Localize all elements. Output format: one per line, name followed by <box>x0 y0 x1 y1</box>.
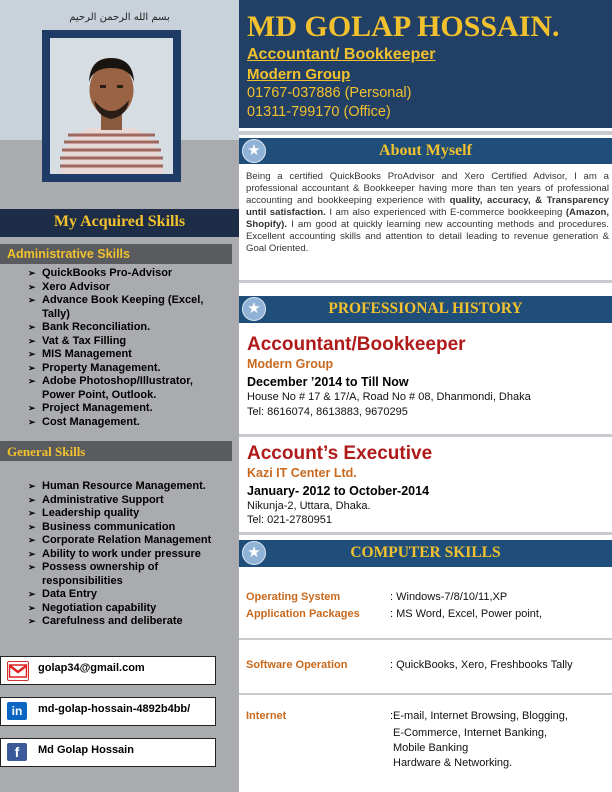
job-company: Modern Group <box>247 357 334 371</box>
skill-item <box>28 294 228 321</box>
skill-text: Advance Book Keeping (Excel, Tally) <box>42 294 204 320</box>
arrow-bullet-icon: ➢ <box>28 281 36 292</box>
general-skills-title: General Skills <box>7 444 86 459</box>
arrow-bullet-icon: ➢ <box>28 508 36 518</box>
section-divider <box>239 638 612 640</box>
section-divider <box>239 280 612 283</box>
about-band <box>239 138 612 164</box>
section-divider <box>239 532 612 535</box>
skill-item <box>28 480 234 494</box>
job-dates: December ’2014 to Till Now <box>247 375 409 389</box>
arrow-bullet-icon: ➢ <box>28 616 36 626</box>
arrow-bullet-icon: ➢ <box>28 362 36 373</box>
arrow-bullet-icon: ➢ <box>28 295 36 305</box>
cs-value-line: E-Commerce, Internet Banking, <box>393 727 548 739</box>
arrow-bullet-icon: ➢ <box>28 322 36 332</box>
arrow-bullet-icon: ➢ <box>28 535 36 545</box>
skill-text: Human Resource Management. <box>42 480 206 492</box>
computer-title: COMPUTER SKILLS <box>350 544 501 561</box>
skill-text: Property Management. <box>42 361 161 374</box>
skill-text: Possess ownership of responsibilities <box>42 561 159 587</box>
job-tel: Tel: 8616074, 8613883, 9670295 <box>247 406 408 418</box>
skill-text: MIS Management <box>42 348 132 360</box>
skill-text: Cost Management. <box>42 415 140 428</box>
computer-band <box>239 540 612 567</box>
job-title: Account’s Executive <box>247 443 433 464</box>
skill-item <box>28 348 228 362</box>
arrow-bullet-icon: ➢ <box>28 416 36 427</box>
facebook-text[interactable]: Md Golap Hossain <box>38 744 134 756</box>
arrow-bullet-icon: ➢ <box>28 602 36 613</box>
cs-value-line: Hardware & Networking. <box>393 757 513 769</box>
skill-item <box>28 375 228 402</box>
about-text: Being a certified QuickBooks ProAdvisor and Xero Certified Advisor, I am a professional accountant & Bookkeeper having more than ten years of professional accounting and bookkeeping experience with quality, accuracy, & Transparency until satisfaction. I am also experienced with E-commerce bookkeeping (Amazon, Shopify). I am good at quickly learning new accounting methods and procedures. Excellent accounting skills and attention to detail leading to revenue generation & Goal Oriented. <box>246 171 609 254</box>
person-name: MD GOLAP HOSSAIN. <box>247 10 560 43</box>
section-divider <box>239 434 612 437</box>
cs-label: Operating System <box>246 591 341 603</box>
skill-item <box>28 548 234 562</box>
arrow-bullet-icon: ➢ <box>28 403 36 413</box>
gmail-icon <box>7 661 29 681</box>
email-text[interactable]: golap34@gmail.com <box>38 662 145 674</box>
section-divider <box>239 131 612 135</box>
skill-text: Ability to work under pressure <box>42 547 201 560</box>
linkedin-icon: in <box>7 702 27 720</box>
general-skills-list <box>28 480 234 629</box>
cs-value: : QuickBooks, Xero, Freshbooks Tally <box>390 659 573 671</box>
skill-text: Administrative Support <box>42 493 164 506</box>
star-icon: ★ <box>242 297 266 321</box>
skill-text: Data Entry <box>42 588 98 600</box>
skill-text: Negotiation capability <box>42 601 157 614</box>
skill-item <box>28 321 228 335</box>
skill-text: Corporate Relation Management <box>42 534 212 546</box>
arrow-bullet-icon: ➢ <box>28 521 36 532</box>
arrow-bullet-icon: ➢ <box>28 548 36 559</box>
skill-text: Project Management. <box>42 402 153 414</box>
skill-text: Bank Reconciliation. <box>42 321 151 333</box>
cs-value: : MS Word, Excel, Power point, <box>390 608 543 620</box>
skill-item <box>28 362 228 376</box>
skill-text: Vat & Tax Filling <box>42 334 127 347</box>
job-address: House No # 17 & 17/A, Road No # 08, Dhanmondi, Dhaka <box>247 391 531 403</box>
skill-text: Xero Advisor <box>42 280 111 293</box>
skill-text: Adobe Photoshop/Illustrator, Power Point, Outlook. <box>42 375 193 401</box>
skill-item <box>28 534 234 548</box>
facebook-icon: f <box>7 743 27 761</box>
linkedin-text[interactable]: md-golap-hossain-4892b4bb/ <box>38 703 191 715</box>
star-icon: ★ <box>242 139 266 163</box>
skill-item <box>28 335 228 349</box>
skill-item <box>28 281 228 295</box>
cs-label: Internet <box>246 710 287 722</box>
skill-item <box>28 416 228 430</box>
skill-item <box>28 507 234 521</box>
skill-item <box>28 561 234 588</box>
arrow-bullet-icon: ➢ <box>28 494 36 505</box>
job-address: Nikunja-2, Uttara, Dhaka. <box>247 500 371 512</box>
cs-value: : Windows-7/8/10/11,XP <box>390 591 508 603</box>
skill-item <box>28 494 234 508</box>
job-company: Kazi IT Center Ltd. <box>247 466 357 480</box>
arrow-bullet-icon: ➢ <box>28 268 36 278</box>
arrow-bullet-icon: ➢ <box>28 562 36 572</box>
linkedin-contact[interactable] <box>0 697 216 726</box>
arrow-bullet-icon: ➢ <box>28 376 36 386</box>
job-title: Accountant/Bookkeeper <box>247 334 466 355</box>
skill-text: QuickBooks Pro-Advisor <box>42 267 173 279</box>
cs-value-line: Mobile Banking <box>393 742 469 754</box>
history-title: PROFESSIONAL HISTORY <box>328 300 523 317</box>
bismillah-text: بسم الله الرحمن الرحيم <box>69 12 170 23</box>
skill-text: Business communication <box>42 520 176 533</box>
section-divider <box>239 693 612 695</box>
history-band <box>239 296 612 323</box>
email-contact[interactable] <box>0 656 216 685</box>
job-tel: Tel: 021-2780951 <box>247 514 333 526</box>
admin-skills-list <box>28 267 228 429</box>
cs-label: Software Operation <box>246 659 348 671</box>
arrow-bullet-icon: ➢ <box>28 349 36 359</box>
about-title: About Myself <box>379 142 472 159</box>
skill-item <box>28 402 228 416</box>
cs-value: :E-mail, Internet Browsing, Blogging, <box>390 710 568 722</box>
skill-text: Carefulness and deliberate <box>42 615 183 627</box>
header-role: Accountant/ Bookkeeper <box>247 46 436 63</box>
skill-text: Leadership quality <box>42 507 140 519</box>
job-dates: January- 2012 to October-2014 <box>247 484 430 498</box>
skill-item <box>28 588 234 602</box>
star-icon: ★ <box>242 541 266 565</box>
skill-item <box>28 615 234 629</box>
phone-personal: 01767-037886 (Personal) <box>247 85 412 101</box>
phone-office: 01311-799170 (Office) <box>247 104 391 120</box>
skill-item <box>28 602 234 616</box>
skill-item <box>28 267 228 281</box>
arrow-bullet-icon: ➢ <box>28 481 36 491</box>
arrow-bullet-icon: ➢ <box>28 335 36 346</box>
header-company: Modern Group <box>247 66 351 83</box>
cs-label: Application Packages <box>246 608 360 620</box>
admin-skills-title: Administrative Skills <box>7 247 130 261</box>
profile-photo <box>50 38 173 174</box>
skill-item <box>28 521 234 535</box>
arrow-bullet-icon: ➢ <box>28 589 36 599</box>
facebook-contact[interactable] <box>0 738 216 767</box>
skills-title: My Acquired Skills <box>53 213 186 230</box>
